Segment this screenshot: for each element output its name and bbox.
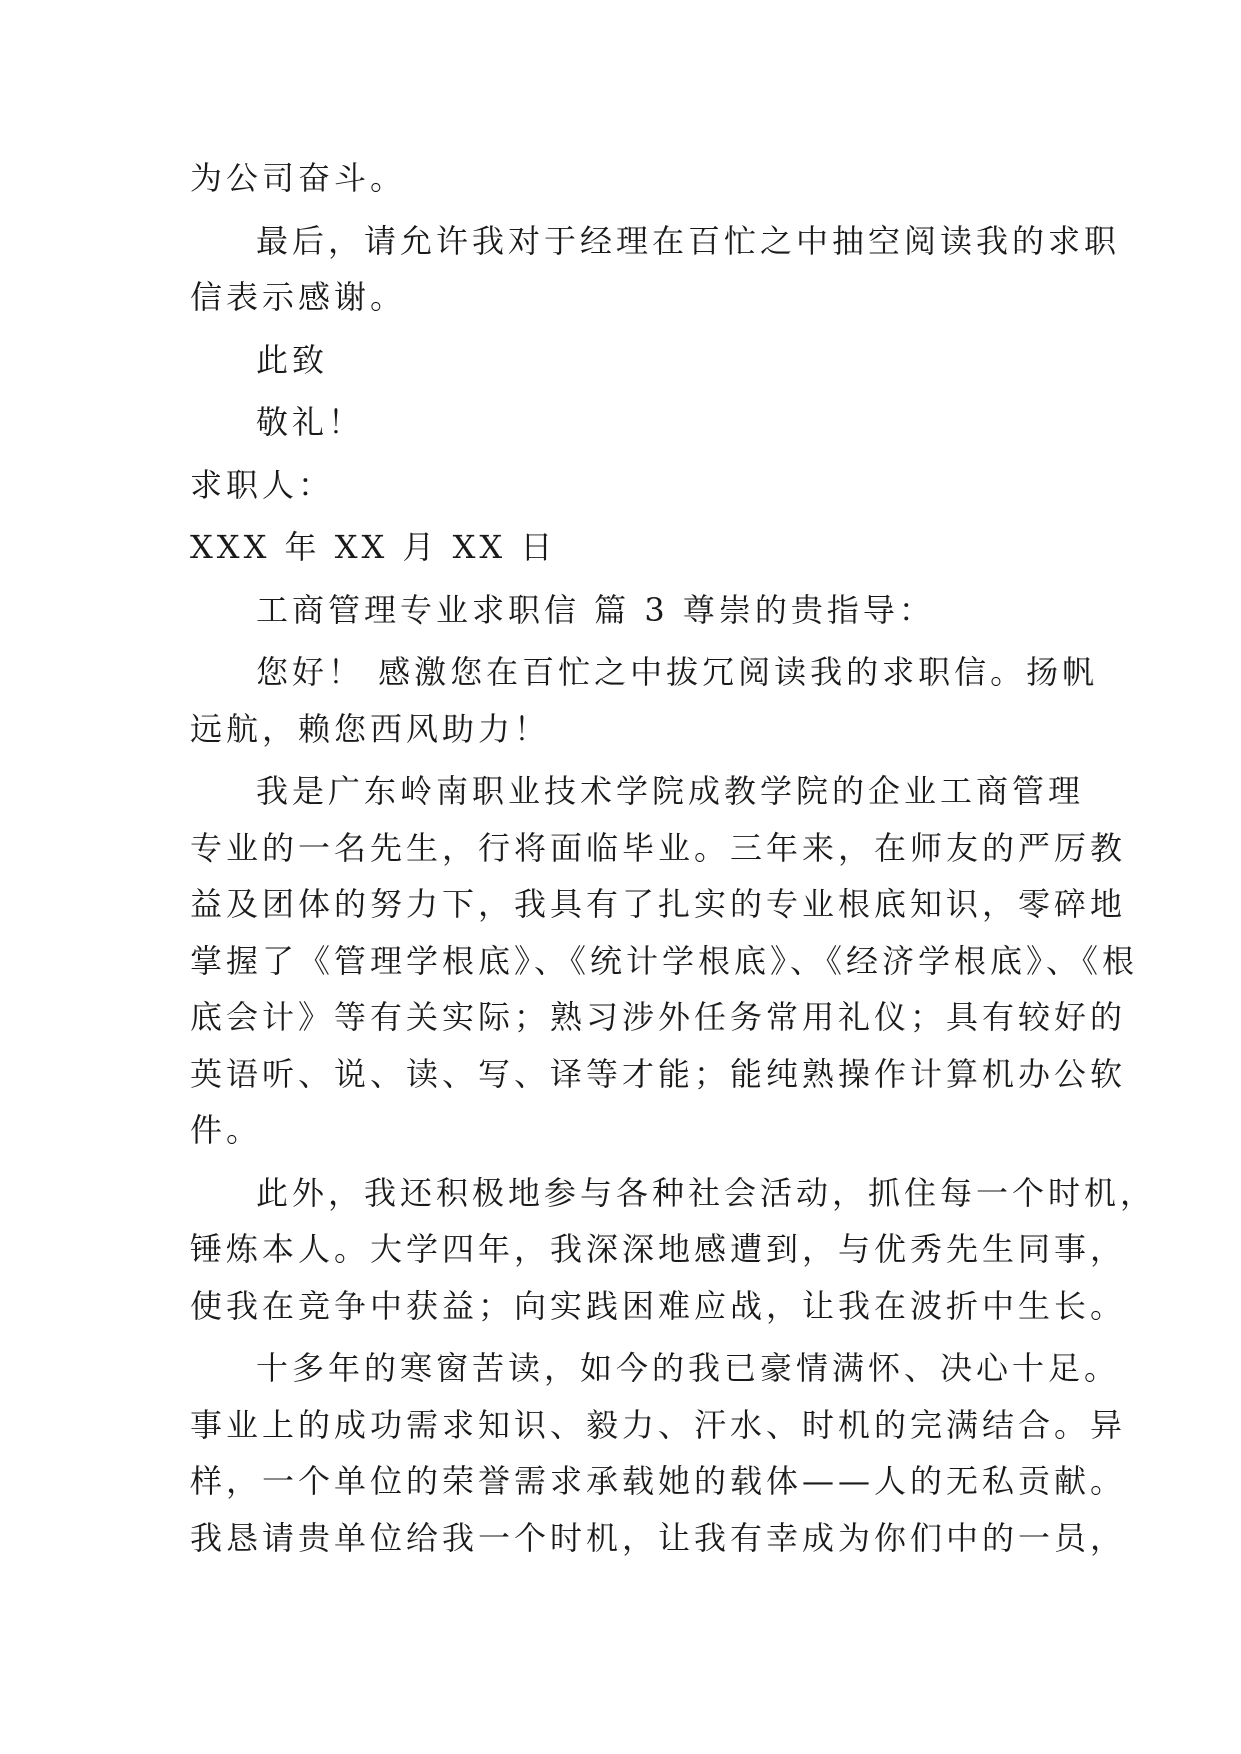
closing-line: 敬礼！	[256, 403, 365, 441]
paragraph-line: 英语听、说、读、写、译等才能；能纯熟操作计算机办公软	[190, 1054, 1127, 1093]
paragraph-line: 掌握了《管理学根底》、《统计学根底》、《经济学根底》、《根	[190, 941, 1139, 980]
paragraph-line: 远航，赖您西风助力！	[190, 709, 551, 748]
date-line: XXX 年 XX 月 XX 日	[190, 528, 557, 566]
paragraph-line: 底会计》等有关实际；熟习涉外任务常用礼仪；具有较好的	[190, 998, 1127, 1036]
paragraph-line: 件。	[190, 1111, 263, 1149]
paragraph-line: 样，一个单位的荣誉需求承载她的载体——人的无私贡献。	[190, 1462, 1127, 1500]
paragraph-line: 事业上的成功需求知识、毅力、汗水、时机的完满结合。异	[190, 1405, 1127, 1444]
letter-body	[190, 150, 1157, 1566]
paragraph-line: 此外，我还积极地参与各种社会活动，抓住每一个时机，	[256, 1173, 1157, 1212]
closing-line: 此致	[256, 340, 329, 379]
paragraph-line: 使我在竞争中获益；向实践困难应战，让我在波折中生长。	[190, 1286, 1127, 1325]
paragraph-line: 专业的一名先生，行将面临毕业。三年来，在师友的严厉教	[190, 828, 1127, 867]
paragraph-line: 为公司奋斗。	[190, 159, 407, 197]
paragraph-line: 您好！ 感激您在百忙之中拔冗阅读我的求职信。扬帆	[256, 653, 1099, 691]
paragraph-line: 锤炼本人。大学四年，我深深地感遭到，与优秀先生同事，	[190, 1230, 1127, 1268]
paragraph-line: 我是广东岭南职业技术学院成教学院的企业工商管理	[256, 772, 1085, 810]
paragraph-line: 我恳请贵单位给我一个时机，让我有幸成为你们中的一员，	[190, 1518, 1127, 1557]
section-heading: 工商管理专业求职信 篇 3 尊崇的贵指导：	[256, 590, 935, 629]
paragraph-line: 益及团体的努力下，我具有了扎实的专业根底知识，零碎地	[190, 885, 1127, 923]
paragraph-line: 十多年的寒窗苦读，如今的我已豪情满怀、决心十足。	[256, 1349, 1121, 1387]
signature-label: 求职人：	[190, 465, 335, 504]
paragraph-line: 最后，请允许我对于经理在百忙之中抽空阅读我的求职	[256, 221, 1121, 260]
paragraph-line: 信表示感谢。	[190, 278, 407, 316]
